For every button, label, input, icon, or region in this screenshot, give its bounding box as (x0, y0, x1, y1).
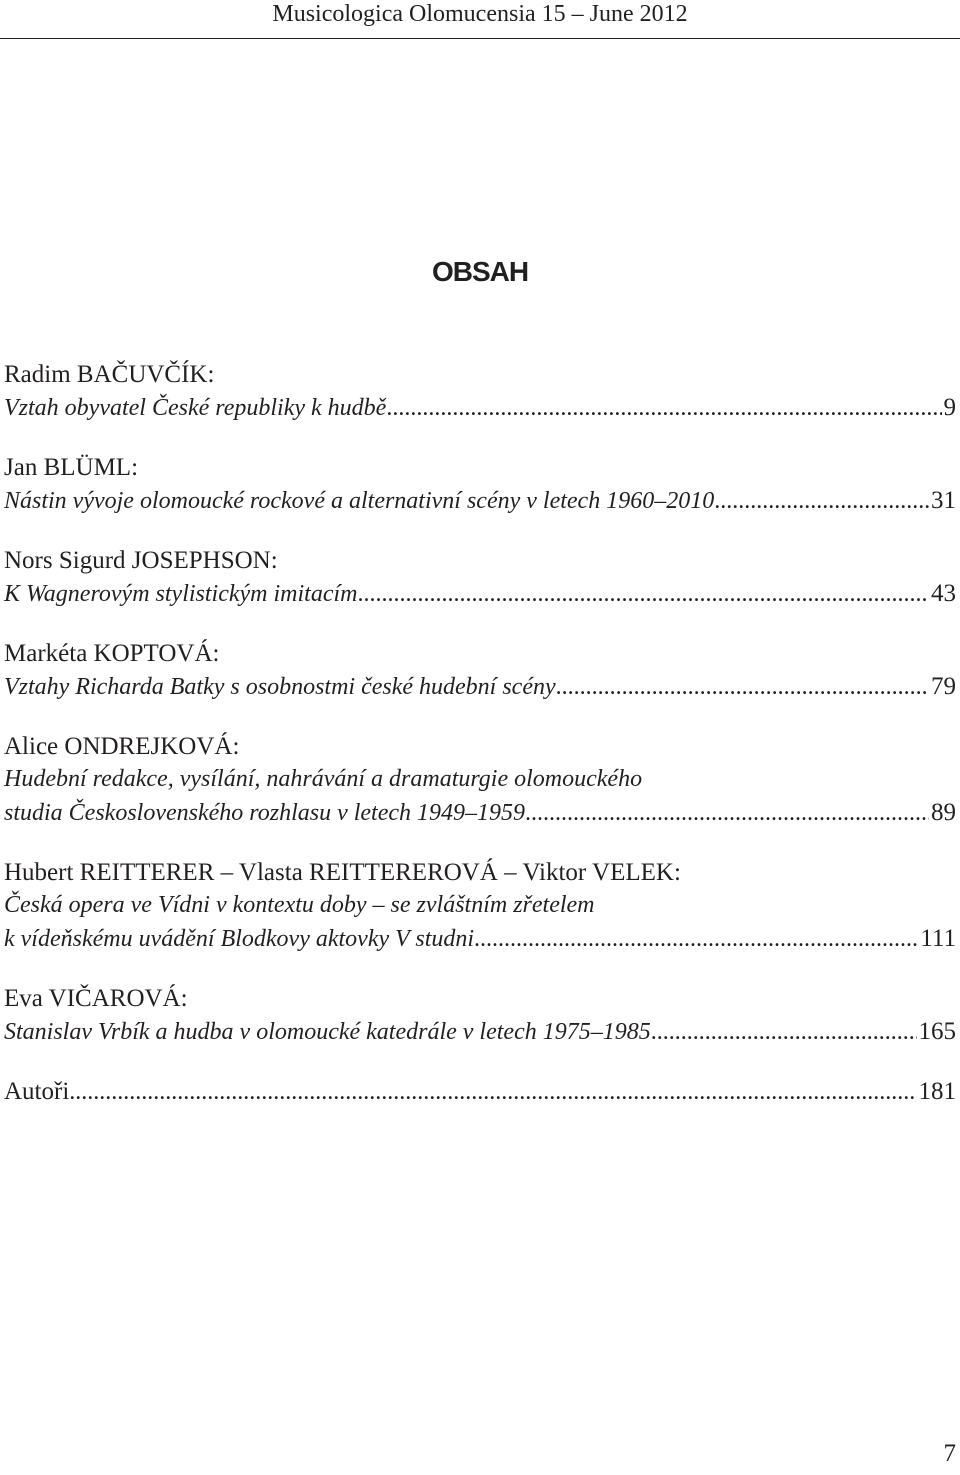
toc-entry-page: 9 (943, 394, 956, 421)
toc-entry-title-row (4, 1075, 956, 1109)
toc-entry-title-row (4, 670, 956, 704)
toc-entry-page: 111 (920, 925, 956, 952)
dot-leader (69, 1076, 916, 1109)
toc-entry-authors: Eva VIČAROVÁ: (4, 985, 188, 1012)
toc-entry-title: Hudební redakce, vysílání, nahrávání a dramaturgie olomouckého (4, 766, 643, 792)
toc-entry-title: K Wagnerovým stylistickým imitacím (4, 581, 358, 607)
toc-entry[interactable] (4, 637, 956, 704)
toc-entry-title-row (4, 1015, 956, 1049)
toc-entry-title-row (4, 922, 956, 956)
running-head (0, 0, 960, 39)
dot-leader (525, 797, 929, 830)
toc-entry[interactable] (4, 451, 956, 518)
toc-entry[interactable] (4, 544, 956, 611)
toc-entry-page: 79 (931, 673, 956, 700)
dot-leader (386, 392, 941, 425)
toc-entry-title-row (4, 484, 956, 518)
toc-entry-title: Autoři (4, 1078, 70, 1105)
toc-entry-title-row (4, 796, 956, 830)
toc-entry-page: 43 (931, 580, 956, 607)
table-of-contents (4, 358, 956, 1135)
toc-entry-title: Česká opera ve Vídni v kontextu doby – se zvláštním zřetelem (4, 892, 595, 918)
toc-entry-authors: Nors Sigurd JOSEPHSON: (4, 547, 278, 574)
page-title: OBSAH (431, 256, 529, 287)
toc-entry-title: Vztahy Richarda Batky s osobnostmi české hudební scény (4, 674, 556, 700)
toc-entry[interactable] (4, 730, 956, 830)
journal-title: Musicologica Olomucensia 15 – June 2012 (272, 1, 688, 27)
toc-entry-title-continued: studia Československého rozhlasu v letech 1949–1959 (4, 800, 526, 826)
toc-entry[interactable] (4, 358, 956, 425)
dot-leader (714, 485, 929, 518)
toc-entry-page: 181 (918, 1078, 956, 1105)
toc-entry-authors: Markéta KOPTOVÁ: (4, 640, 220, 667)
dot-leader (357, 578, 929, 611)
toc-entry-page: 31 (931, 487, 956, 514)
toc-entry[interactable] (4, 856, 956, 956)
toc-entry-page: 165 (918, 1018, 956, 1045)
toc-entry-title-row (4, 577, 956, 611)
dot-leader (474, 923, 918, 956)
page-number: 7 (943, 1440, 956, 1467)
toc-entry-title-continued: k vídeňskému uvádění Blodkovy aktovky V studni (4, 926, 475, 952)
toc-entry-page: 89 (931, 799, 956, 826)
toc-entry-authors-index[interactable] (4, 1075, 956, 1109)
toc-entry-title: Stanislav Vrbík a hudba v olomoucké katedrále v letech 1975–1985 (4, 1019, 651, 1045)
dot-leader (556, 671, 929, 704)
toc-entry-authors: Hubert REITTERER – Vlasta REITTEREROVÁ – Viktor VELEK: (4, 859, 681, 886)
toc-entry-authors: Radim BAČUVČÍK: (4, 361, 215, 388)
toc-entry[interactable] (4, 982, 956, 1049)
toc-entry-authors: Alice ONDREJKOVÁ: (4, 733, 240, 760)
toc-entry-title: Nástin vývoje olomoucké rockové a alternativní scény v letech 1960–2010 (4, 488, 715, 514)
toc-entry-title-row (4, 391, 956, 425)
toc-entry-title: Vztah obyvatel České republiky k hudbě (4, 395, 387, 421)
toc-entry-authors: Jan BLÜML: (4, 454, 139, 481)
dot-leader (651, 1016, 917, 1049)
